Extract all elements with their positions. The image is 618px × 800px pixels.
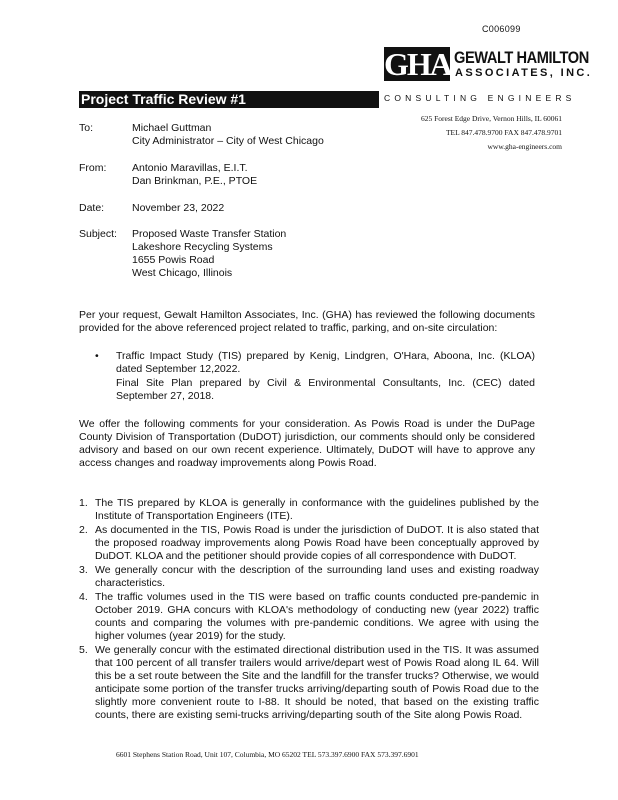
comment-number: 3. [79, 564, 88, 576]
document-id: C006099 [482, 24, 521, 34]
subject-line-1: Proposed Waste Transfer Station [132, 228, 287, 240]
intro-paragraph: Per your request, Gewalt Hamilton Associates, Inc. (GHA) has reviewed the following documents provided for the above referenced project related to traffic, parking, and on-site circulation: [79, 309, 535, 334]
date-value: November 23, 2022 [132, 202, 225, 214]
company-logo [384, 46, 593, 87]
comment-number: 4. [79, 591, 88, 603]
document-item-1 [79, 350, 535, 376]
sender-2: Dan Brinkman, P.E., PTOE [132, 175, 258, 187]
comment-text: The TIS prepared by KLOA is generally in conformance with the guidelines published by the Institute of Transportation Engineers (ITE). [95, 497, 539, 522]
memo-title: Project Traffic Review #1 [81, 91, 246, 107]
comment-text: We generally concur with the estimated directional distribution used in the TIS. It was assumed that 100 percent of all transfer trailers would arrive/depart west of Powis Road along IL 64. Will this be a set route between the Site and the landfill for the transfer trucks? Otherwise, we would anticipate some portion of the transfer trucks arriving/departing south of Powis Road due to the slightly more convenient route to I-88. It should be noted, that based on the existing traffic counts, there are existing semi-trucks arriving/departing south of the Site along Powis Road. [95, 644, 539, 721]
to-value [132, 122, 462, 148]
firm-tagline: CONSULTING ENGINEERS [384, 93, 576, 103]
address-line: 625 Forest Edge Drive, Vernon Hills, IL 60061 [420, 114, 562, 123]
logo-mark: GHA [384, 46, 451, 82]
comment-text: The traffic volumes used in the TIS were based on traffic counts conducted pre-pandemic in October 2019. GHA concurs with KLOA's methodology of conducting new (year 2022) traffic counts and comparing the volumes with pre-pandemic conditions. We agree with using the higher volumes (year 2019) for the study. [95, 591, 539, 642]
from-label: From: [79, 162, 107, 174]
comments-intro: We offer the following comments for your consideration. As Powis Road is under the DuPage County Division of Transportation (DuDOT) jurisdiction, our comments should only be considered advisory and based on our own recent experience. Ultimately, DuDOT will have to approve any access changes and roadway improvements along Powis Road. [79, 418, 535, 469]
bullet-icon: • [95, 350, 99, 362]
date-label: Date: [79, 202, 105, 214]
comment-number: 1. [79, 497, 88, 509]
firm-subtitle: ASSOCIATES, INC. [455, 67, 593, 79]
from-value [132, 162, 462, 188]
document-text-2: Final Site Plan prepared by Civil & Environmental Consultants, Inc. (CEC) dated September 27, 2018. [116, 377, 535, 402]
document-item-2 [79, 377, 535, 403]
comment-number: 5. [79, 644, 88, 656]
comment-text: We generally concur with the description of the surrounding land uses and existing roadway characteristics. [95, 564, 539, 589]
title-bar [79, 91, 379, 108]
recipient-name: Michael Guttman [132, 122, 212, 134]
to-label: To: [79, 122, 94, 134]
subject-label: Subject: [79, 228, 117, 240]
recipient-title: City Administrator – City of West Chicago [132, 135, 324, 147]
firm-name: GEWALT HAMILTON [454, 48, 589, 67]
website-link[interactable]: www.gha-engineers.com [487, 142, 562, 151]
subject-line-4: West Chicago, Illinois [132, 267, 233, 279]
subject-line-2: Lakeshore Recycling Systems [132, 241, 273, 253]
footer-address: 6601 Stephens Station Road, Unit 107, Columbia, MO 65202 TEL 573.397.6900 FAX 573.397.6901 [116, 750, 419, 759]
subject-value [132, 228, 462, 280]
sender-1: Antonio Maravillas, E.I.T. [132, 162, 248, 174]
comment-number: 2. [79, 524, 88, 536]
document-text-1: Traffic Impact Study (TIS) prepared by Kenig, Lindgren, O'Hara, Aboona, Inc. (KLOA) dated September 12,2022. [116, 350, 535, 375]
subject-line-3: 1655 Powis Road [132, 254, 215, 266]
phone-fax-line: TEL 847.478.9700 FAX 847.478.9701 [445, 128, 562, 137]
comment-text: As documented in the TIS, Powis Road is under the jurisdiction of DuDOT. It is also stated that the proposed roadway improvements along Powis Road have been conceptually approved by DuDOT. KLOA and the petitioner should provide copies of all correspondence with DuDOT. [95, 524, 539, 562]
